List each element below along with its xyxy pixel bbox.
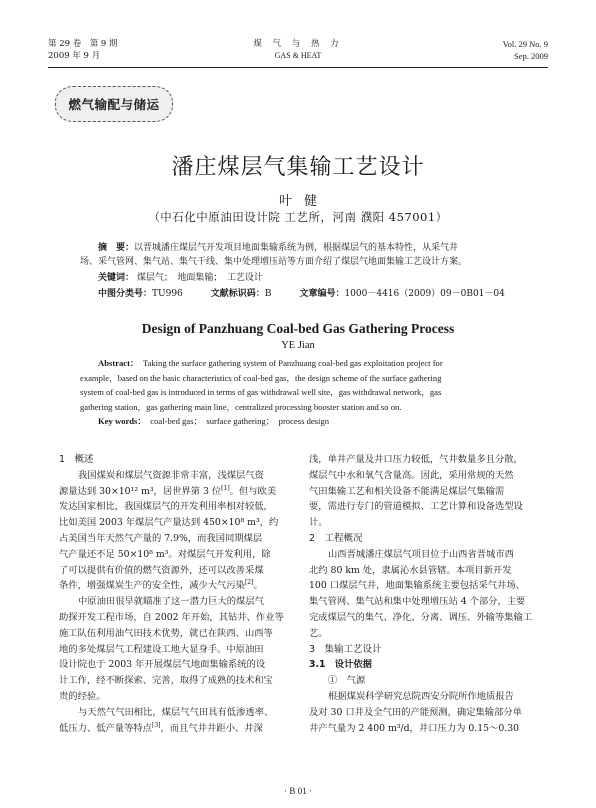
abstract-cn [80,241,520,301]
para-line: 助探开发工程市场，自 2002 年开始，其钻井、作业等 [59,611,284,623]
para-line [59,578,297,594]
body-column-left [59,452,297,736]
para-line: 要，需进行专门的管道模拟、工艺计算和设备选型设 [309,501,523,513]
journal-title-cn: 煤 气 与 热 力 [253,39,343,49]
abstract-en-line3: system of coal-bed gas is introduced in terms of gas withdrawal well site，gas withdrawal network，gas [80,387,442,398]
para-line: 北约 80 km 处，隶属沁水县管辖。本项目新开发 [309,564,512,576]
abstract-en [80,356,522,429]
list-item-gas-source: ① 气源 [328,675,366,687]
keywords-cn-label: 关键词： [98,273,135,283]
abstract-en-line1 [80,356,522,371]
para-line: 与天然气气田相比，煤层气气田具有低渗透率、 [78,706,274,718]
doc-code-field [211,287,272,301]
para-line: 计工作，经不断探索、完善，取得了成熟的技术和宝 [59,675,273,687]
para-line: 煤层气中水和氧气含量高。因此，采用常规的天然 [309,469,514,481]
para-line: 计。 [309,517,328,529]
para-line: 完成煤层气的集气、净化、分离、调压、外输等集输工 [309,611,533,623]
abstract-en-label: Abstract： [98,358,139,368]
text-span: 源量达到 30×10¹² m³，居世界第 3 位 [59,485,222,497]
article-no-field [299,287,504,301]
article-title-en: Design of Panzhuang Coal-bed Gas Gathering Process [141,321,455,336]
abstract-cn-line1 [80,241,520,255]
para-line: 根据煤炭科学研究总院西安分院所作地质报告 [328,690,514,702]
para-line: 我国煤炭和煤层气资源非常丰富，浅煤层气资 [78,469,264,481]
author-en: YE Jian [281,340,315,351]
affiliation-cn: （中石化中原油田设计院 工艺所，河南 濮阳 457001） [148,210,448,224]
clc-label: 中图分类号： [98,289,153,299]
keywords-en-label: Key words： [98,416,146,427]
citation: [3] [151,721,161,729]
para-line: 气田集输工艺和相关设备不能满足煤层气集输需 [309,485,505,497]
classification-row [80,287,520,301]
text-span: ，而且气井井距小、井深 [160,722,263,734]
text-span: 。但与欧美 [229,485,277,497]
para-line: 艺。 [309,627,328,639]
para-line: 中原油田很早就瞄准了这一潜力巨大的煤层气 [78,596,264,608]
para-line: 施工队伍利用油气田技术优势，就已在陕西、山西等 [59,627,273,639]
para-line [59,484,297,500]
para-line [59,721,297,737]
para-line: 山西晋城潘庄煤层气项目位于山西省晋城市西 [328,548,514,560]
para-line: 集气管网、集气站和集中处理增压站 4 个部分，主要 [309,596,526,608]
abstract-en-text1: Taking the surface gathering system of Panzhuang coal-bed gas exploitation project for [142,358,443,368]
keywords-en-text: coal-bed gas； surface gathering； process design [150,416,330,427]
para-line: 发达国家相比，我国煤层气的开发利用率相对较低， [59,501,273,513]
running-header-right [503,38,548,62]
clc-value: TU996 [152,289,183,299]
volume-issue-en: Vol. 29 No. 9 [502,39,548,49]
abstract-en-line4: gathering station，gas gathering main line，centralized processing booster station and so on. [80,401,402,412]
section-badge-label: 燃气输配与储运 [68,97,160,112]
doc-code-label: 文献标识码： [210,289,265,299]
subsection-heading-3-1: 3.1 设计依据 [309,659,372,671]
abstract-cn-line2: 场、采气管网、集气站、集气干线、集中处理增压站等方面介绍了煤层气地面集输工艺设计方案。 [80,257,468,267]
journal-title-en: GAS & HEAT [274,51,322,60]
para-line: 100 口煤层气井，地面集输系统主要包括采气井场、 [309,580,525,592]
para-line: 贵的经验。 [59,690,106,702]
citation: [1] [221,484,230,492]
para-line: 占美国当年天然气产量的 7.9%，而我国同期煤层 [59,532,263,544]
text-span: 低压力、低产量等特点 [59,722,152,734]
doc-code-value: B [264,289,272,299]
article-no-label: 文章编号： [299,289,345,299]
issue-date: 2009 年 9 月 [48,51,101,61]
citation: [2] [244,579,254,587]
para-line: 比如美国 2003 年煤层气产量达到 450×10⁸ m³，约 [59,517,279,529]
body-column-right [309,452,547,736]
text-span: 。 [253,580,263,592]
section-heading-3: 3 集输工艺设计 [309,643,382,655]
text-span: 条件，增强煤炭生产的安全性，减少大气污染 [59,580,245,592]
para-line: 设计院也于 2003 年开展煤层气地面集输系统的设 [59,659,266,671]
volume-issue: 第 29 卷 第 9 期 [48,39,118,49]
para-line: 气产量还不足 50×10⁸ m³。对煤层气开发利用，除 [59,548,271,560]
header-rule [48,67,548,68]
abstract-en-line2: example，based on the basic characteristics of coal-bed gas，the design scheme of the surface gathering [80,372,442,383]
author-cn: 叶健 [278,194,329,209]
para-line: 井产气量为 2 400 m³/d，井口压力为 0.15～0.30 [309,722,520,734]
article-no-value: 1000－4416（2009）09－0B01－04 [344,289,505,299]
section-badge [55,86,173,122]
article-title-cn: 潘庄煤层气集输工艺设计 [171,155,425,180]
keywords-cn-text: 煤层气； 地面集输； 工艺设计 [136,273,263,283]
para-line: 地的多处煤层气工程建设工地大显身手。中原油田 [59,643,264,655]
page-number: · B 01 · [284,786,312,796]
section-heading-1: 1 概述 [59,454,94,465]
keywords-en [80,414,522,429]
abstract-cn-label: 摘 要： [98,243,135,253]
clc-field [98,287,183,301]
abstract-cn-text1: 以晋城潘庄煤层气开发项目地面集输系统为例，根据煤层气的基本特性，从采气井 [134,243,459,253]
para-line: 浅，单井产量及井口压力较低，气井数量多且分散， [309,454,523,465]
para-line: 了可以提供有价值的燃气资源外，还可以改善采煤 [59,564,264,576]
keywords-cn [80,271,520,285]
issue-date-en: Sep. 2009 [514,51,548,61]
para-line: 及对 30 口井及全气田的产能预测，确定集输部分单 [309,706,522,718]
section-heading-2: 2 工程概况 [309,532,363,544]
